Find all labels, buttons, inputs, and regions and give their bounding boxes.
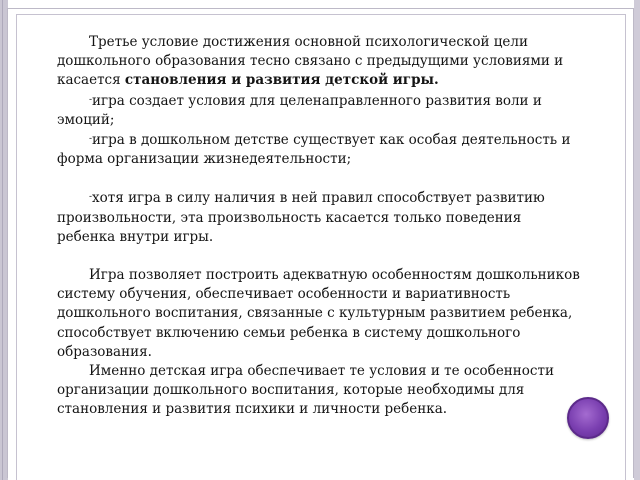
paragraph-intro: [57, 33, 582, 91]
bullet-marker: -: [89, 192, 93, 203]
paragraph-conclusion: Именно детская игра обеспечивает те условия и те особенности организации дошкольного воспитания, которые необходимы для становления и развития психики и личности ребенка.: [57, 363, 554, 418]
bullet-item-1: [57, 91, 582, 130]
slide-text-body: [57, 33, 582, 420]
bullet-item-1-text: игра создает условия для целенаправленного развития воли и эмоций;: [57, 92, 542, 128]
bullet-marker: -: [89, 134, 93, 145]
bullet-item-3: [57, 188, 582, 247]
left-edge-stripe: [2, 0, 3, 480]
paragraph-intro-bold: становления и развития детской игры.: [124, 72, 439, 89]
slide-nav-circle-button[interactable]: [567, 397, 609, 439]
bullet-item-3-text: хотя игра в силу наличия в ней правил способствует развитию произвольности, эта произвольность касается только поведения ребенка внутри игры.: [57, 190, 545, 245]
bullet-item-2-text: игра в дошкольном детстве существует как особая деятельность и форма организации жизнедеятельности;: [57, 132, 571, 168]
right-edge-band: [634, 0, 640, 480]
paragraph-game: Игра позволяет построить адекватную особенностям дошкольников систему обучения, обеспечивает особенности и вариативность дошкольного воспитания, связанные с культурным развитием ребенка, способствует включению семьи ребенка в систему дошкольного образования.: [57, 267, 580, 360]
bullet-item-2: [57, 130, 582, 169]
paragraph-intro-text: Третье условие достижения основной психологической цели дошкольного образования тесно связано с предыдущими условиями и касается: [57, 34, 564, 89]
bullet-marker: -: [89, 94, 93, 105]
